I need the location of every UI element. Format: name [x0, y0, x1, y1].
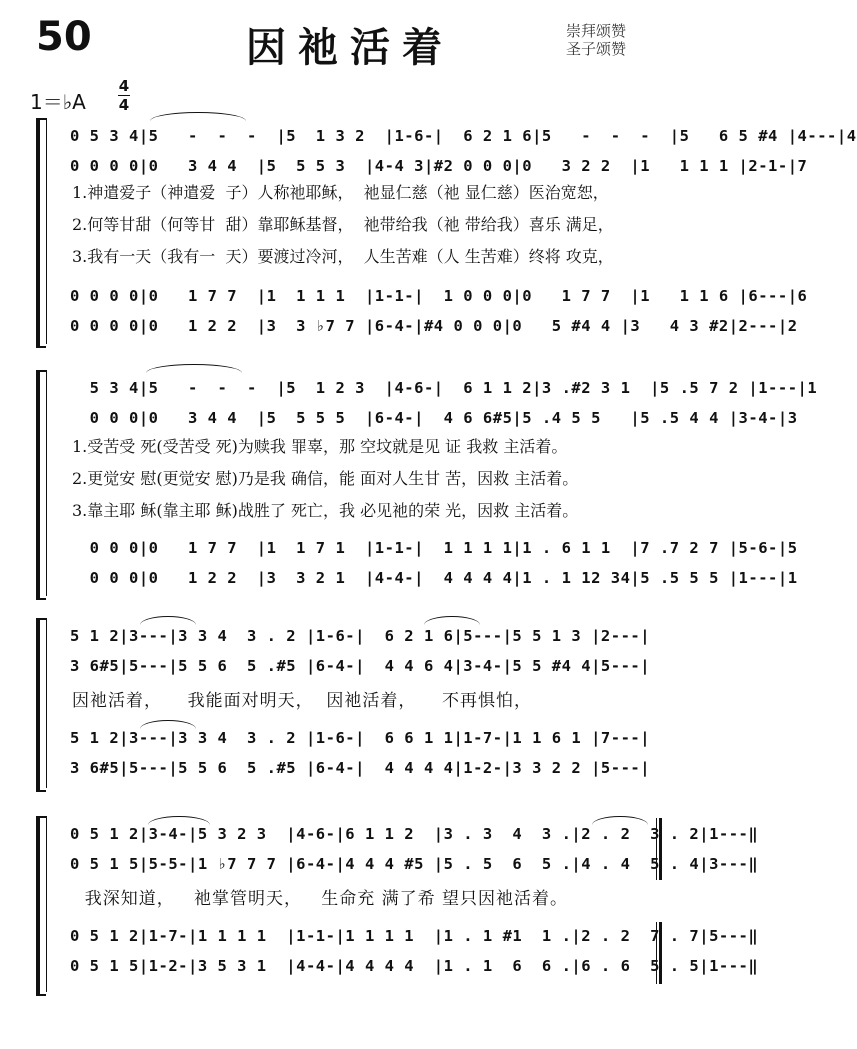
tenor-line: 0 0 0|0 1 7 7 |1 1 7 1 |1-1-| 1 1 1 1|1 . 6 1 1 |7 .7 2 7 |5-6-|5	[70, 539, 798, 557]
tenor-line: 0 5 1 2|1-7-|1 1 1 1 |1-1-|1 1 1 1 |1 . 1 #1 1 .|2 . 2 7 . 7|5---‖	[70, 927, 759, 945]
lyric-verse-3: 3.我有一天（我有一 天）要渡过冷河， 人生苦难（人 生苦难）终将 攻克，	[72, 247, 614, 266]
page-number: 50	[36, 14, 92, 60]
system-bracket-line	[46, 370, 47, 596]
bass-line: 0 0 0 0|0 1 2 2 |3 3 ♭7 7 |6-4-|#4 0 0 0|0 5 #4 4 |3 4 3 #2|2---|2	[70, 317, 798, 335]
system-brace	[36, 370, 46, 600]
alto-line: 0 5 1 5|5-5-|1 ♭7 7 7 |6-4-|4 4 4 #5 |5 . 5 6 5 .|4 . 4 5 . 4|3---‖	[70, 855, 759, 873]
system-brace	[36, 816, 46, 996]
final-barline	[656, 922, 662, 984]
system-brace	[36, 618, 46, 792]
tenor-line: 5 1 2|3---|3 3 4 3 . 2 |1-6-| 6 6 1 1|1-7-|1 1 6 1 |7---|	[70, 729, 651, 747]
alto-line: 0 0 0 0|0 3 4 4 |5 5 5 3 |4-4 3|#2 0 0 0|0 3 2 2 |1 1 1 1 |2-1-|7	[70, 157, 808, 175]
bass-line: 0 5 1 5|1-2-|3 5 3 1 |4-4-|4 4 4 4 |1 . 1 6 6 .|6 . 6 5 . 5|1---‖	[70, 957, 759, 975]
final-barline	[656, 818, 662, 880]
category-label-worship: 崇拜颂赞	[566, 22, 627, 40]
system-bracket-line	[46, 118, 47, 344]
tenor-line: 0 0 0 0|0 1 7 7 |1 1 1 1 |1-1-| 1 0 0 0|0 1 7 7 |1 1 1 6 |6---|6	[70, 287, 808, 305]
soprano-line: 0 5 1 2|3-4-|5 3 2 3 |4-6-|6 1 1 2 |3 . 3 4 3 .|2 . 2 3 . 2|1---‖	[70, 825, 759, 843]
alto-line: 0 0 0|0 3 4 4 |5 5 5 5 |6-4-| 4 6 6#5|5 .4 5 5 |5 .5 4 4 |3-4-|3	[70, 409, 798, 427]
soprano-line: 5 1 2|3---|3 3 4 3 . 2 |1-6-| 6 2 1 6|5---|5 5 1 3 |2---|	[70, 627, 651, 645]
lyric-verse-1: 1.受苦受 死(受苦受 死)为赎我 罪辜，那 空坟就是见 证 我救 主活着。	[72, 437, 568, 456]
lyric-refrain: 我深知道， 祂掌管明天， 生命充 满了希 望只因祂活着。	[72, 889, 569, 909]
soprano-line: 0 5 3 4|5 - - - |5 1 3 2 |1-6-| 6 2 1 6|5 - - - |5 6 5 #4 |4---|4	[70, 127, 857, 145]
lyric-verse-3: 3.靠主耶 稣(靠主耶 稣)战胜了 死亡，我 必见祂的荣 光，因救 主活着。	[72, 501, 579, 520]
system-brace	[36, 118, 46, 348]
category-label-son: 圣子颂赞	[566, 40, 627, 58]
bass-line: 0 0 0|0 1 2 2 |3 3 2 1 |4-4-| 4 4 4 4|1 . 1 12 34|5 .5 5 5 |1---|1	[70, 569, 798, 587]
lyric-verse-2: 2.何等甘甜（何等甘 甜）靠耶稣基督， 祂带给我（祂 带给我）喜乐 满足，	[72, 215, 614, 234]
category-labels	[566, 22, 626, 58]
lyric-verse-2: 2.更觉安 慰(更觉安 慰)乃是我 确信，能 面对人生甘 苦，因救 主活着。	[72, 469, 579, 488]
bass-line: 3 6#5|5---|5 5 6 5 .#5 |6-4-| 4 4 4 4|1-2-|3 3 2 2 |5---|	[70, 759, 651, 777]
time-signature	[118, 78, 130, 113]
system-bracket-line	[46, 618, 47, 788]
key-signature: 1＝♭A	[30, 90, 86, 114]
song-title: 因祂活着	[246, 25, 454, 71]
lyric-refrain: 因祂活着， 我能面对明天， 因祂活着， 不再惧怕，	[72, 691, 533, 711]
time-signature-bottom: 4	[118, 96, 130, 114]
alto-line: 3 6#5|5---|5 5 6 5 .#5 |6-4-| 4 4 6 4|3-4-|5 5 #4 4|5---|	[70, 657, 651, 675]
soprano-line: 5 3 4|5 - - - |5 1 2 3 |4-6-| 6 1 1 2|3 .#2 3 1 |5 .5 7 2 |1---|1	[70, 379, 818, 397]
system-bracket-line	[46, 816, 47, 992]
time-signature-top: 4	[118, 77, 130, 95]
lyric-verse-1: 1.神遣爱子（神遣爱 子）人称祂耶稣， 祂显仁慈（祂 显仁慈）医治宽恕，	[72, 183, 609, 202]
